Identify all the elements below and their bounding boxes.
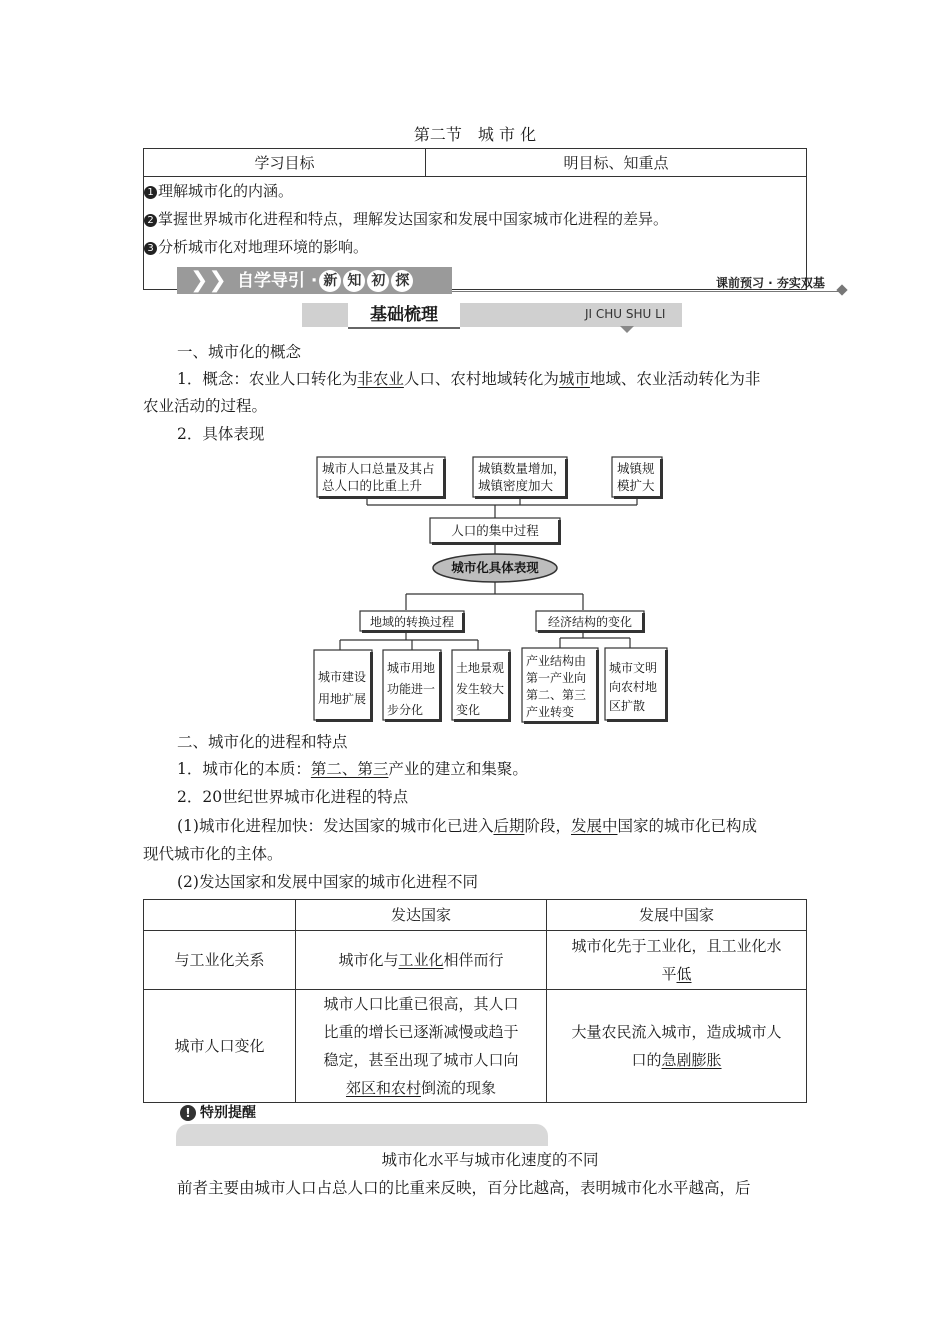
number-badge-icon: 3 (144, 242, 157, 255)
table-header-developed: 发达国家 (296, 900, 547, 931)
goals-header-right: 明目标、知重点 (426, 149, 807, 177)
diagram-text: 模扩大 (617, 478, 655, 493)
diagram-text: 总人口的比重上升 (322, 478, 423, 493)
diagram-text: 人口的集中过程 (451, 523, 539, 538)
concept-line: 1．概念：农业人口转化为非农业人口、农村地域转化为城市地域、农业活动转化为非 (177, 370, 761, 388)
table-cell: 城市人口比重已很高，其人口 比重的增长已逐渐减慢或趋于 稳定，甚至出现了城市人口向 郊区和农村倒流的现象 (296, 990, 547, 1103)
reminder-text: 前者主要由城市人口占总人口的比重来反映，百分比越高，表明城市化水平越高，后 (177, 1179, 751, 1197)
diagram-text: 城市人口总量及其占 (322, 461, 435, 476)
feature-1-line-2: 现代城市化的主体。 (143, 845, 283, 863)
reminder-bar (176, 1124, 548, 1146)
essence-line: 1．城市化的本质：第二、第三产业的建立和集聚。 (177, 760, 528, 778)
chevron-down-icon (620, 326, 634, 334)
basic-review-title: 基础梳理 (348, 303, 460, 329)
diagram-text: 第二、第三 (526, 688, 587, 702)
diagram-text: 步分化 (387, 703, 424, 717)
manifestation-heading: 2．具体表现 (177, 425, 265, 443)
part1-heading: 一、城市化的概念 (177, 343, 302, 361)
number-badge-icon: 1 (144, 186, 157, 199)
diagram-text: 城市文明 (609, 661, 658, 675)
diagram-text: 第一产业向 (526, 671, 587, 685)
number-badge-icon: 2 (144, 214, 157, 227)
exclamation-icon: ! (180, 1105, 196, 1121)
diagram-text: 城市建设 (318, 670, 367, 684)
banner-subtitle: 课前预习 · 夯实双基 (716, 276, 825, 290)
features-heading: 2．20世纪世界城市化进程的特点 (177, 788, 409, 806)
diagram-text: 城镇规 (617, 461, 655, 476)
diagram-text: 地域的转换过程 (369, 615, 455, 629)
diagram-text: 产业转变 (526, 705, 575, 719)
table-corner-cell (144, 900, 296, 931)
diagram-text: 发生较大 (456, 682, 505, 696)
diagram-text: 土地景观 (456, 661, 505, 675)
comparison-table (143, 899, 807, 1103)
double-chevron-icon: ❯❯ (190, 268, 227, 293)
diagram-text: 变化 (456, 703, 481, 717)
table-header-developing: 发展中国家 (547, 900, 807, 931)
goal-item: 1 理解城市化的内涵。 (144, 177, 806, 205)
reminder-title: 城市化水平与城市化速度的不同 (381, 1151, 599, 1169)
diagram-text: 城镇密度加大 (478, 478, 554, 493)
goal-item: 3 分析城市化对地理环境的影响。 (144, 233, 806, 261)
table-row-label: 城市人口变化 (144, 990, 296, 1103)
diagram-text: 功能进一 (387, 682, 436, 696)
goal-item: 2 掌握世界城市化进程和特点，理解发达国家和发展中国家城市化进程的差异。 (144, 205, 806, 233)
diagram-center-label: 城市化具体表现 (451, 560, 539, 575)
special-reminder-tag: ! 特别提醒 (180, 1102, 256, 1122)
table-row-label: 与工业化关系 (144, 931, 296, 990)
table-cell: 城市化与工业化相伴而行 (296, 931, 547, 990)
concept-line-2: 农业活动的过程。 (143, 397, 268, 415)
table-cell: 大量农民流入城市，造成城市人 口的急剧膨胀 (547, 990, 807, 1103)
feature-2-line: (2)发达国家和发展中国家的城市化进程不同 (177, 873, 478, 891)
diagram-text: 区扩散 (609, 699, 646, 713)
banner-rule (452, 291, 842, 292)
diagram-text: 用地扩展 (318, 692, 367, 706)
diagram-text: 城镇数量增加， (478, 461, 566, 476)
page-title: 第二节 城 市 化 (413, 125, 537, 144)
diagram-text: 经济结构的变化 (547, 615, 633, 629)
self-study-banner-label: 自学导引 · 新 知 初 探 (237, 268, 413, 294)
feature-1-line: (1)城市化进程加快：发达国家的城市化已进入后期阶段，发展中国家的城市化已构成 (177, 817, 758, 835)
diagram-text: 产业结构由 (526, 654, 587, 668)
part2-heading: 二、城市化的进程和特点 (177, 733, 348, 751)
goals-header-left: 学习目标 (144, 149, 426, 177)
diagram-text: 城市用地 (387, 661, 436, 675)
diamond-icon (836, 284, 847, 295)
table-cell: 城市化先于工业化，且工业化水 平低 (547, 931, 807, 990)
diagram-text: 向农村地 (609, 680, 658, 694)
urbanization-diagram (300, 452, 680, 727)
diagram-leaf-land-expansion (314, 650, 372, 720)
basic-review-pinyin: JI CHU SHU LI (585, 307, 666, 321)
